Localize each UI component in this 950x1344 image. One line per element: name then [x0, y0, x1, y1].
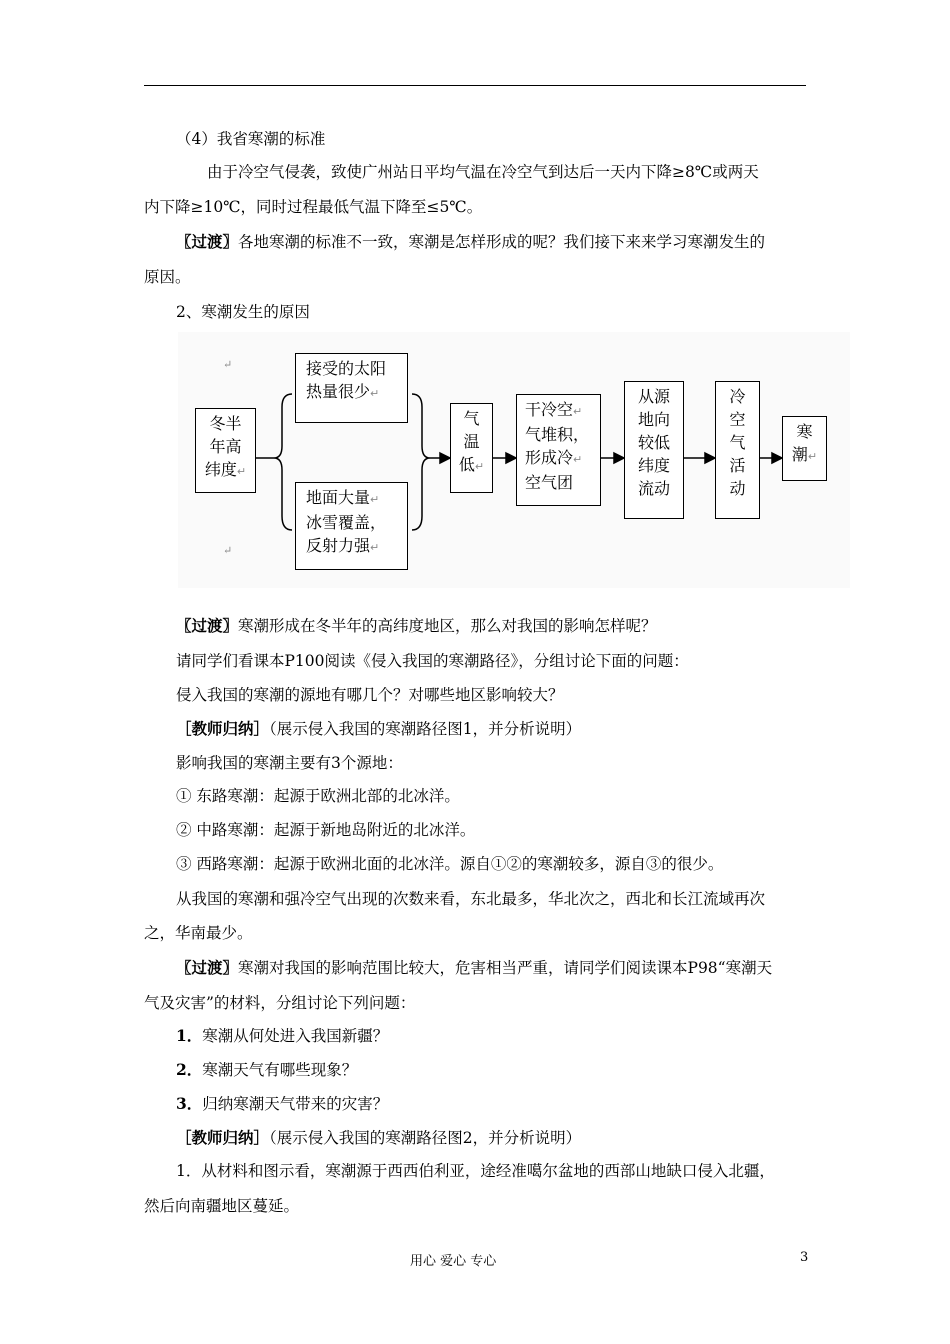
- box-cold-air-mass: 干冷空↵ 气堆积， 形成冷↵ 空气团: [516, 394, 601, 506]
- box-ice-snow-cover: 地面大量↵ 冰雪覆盖， 反射力强↵: [295, 482, 408, 570]
- list-item: ② 中路寒潮：起源于新地岛附近的北冰洋。: [176, 821, 476, 839]
- paragraph-line: 1．从材料和图示看，寒潮源于西西伯利亚，途经准噶尔盆地的西部山地缺口侵入北疆，: [176, 1162, 775, 1180]
- return-mark: ↵: [223, 358, 233, 371]
- paragraph-line: 之，华南最少。: [144, 924, 253, 942]
- teacher-summary-line: ［教师归纳］（展示侵入我国的寒潮路径图1，并分析说明）: [176, 719, 582, 738]
- question-item: 2．寒潮天气有哪些现象？: [176, 1060, 358, 1079]
- footer-motto: 用心 爱心 专心: [410, 1254, 497, 1269]
- paragraph-line: 侵入我国的寒潮的源地有哪几个？对哪些地区影响较大？: [176, 686, 564, 704]
- question-item: 1．寒潮从何处进入我国新疆？: [176, 1026, 389, 1045]
- paragraph-line: 内下降≥10℃，同时过程最低气温下降至≤5℃。: [144, 198, 483, 216]
- box-flow-to-lower-latitude: 从源 地向 较低 纬度 流动: [624, 381, 684, 519]
- list-item: ③ 西路寒潮：起源于欧洲北面的北冰洋。源自①②的寒潮较多，源自③的很少。: [176, 855, 724, 873]
- section-heading-2: 2、寒潮发生的原因: [176, 303, 310, 321]
- paragraph-line: 原因。: [144, 268, 191, 286]
- list-item: ① 东路寒潮：起源于欧洲北部的北冰洋。: [176, 787, 460, 805]
- box-winter-high-latitude: 冬半 年高 纬度↵: [195, 408, 256, 493]
- paragraph-line: 然后向南疆地区蔓延。: [144, 1197, 300, 1215]
- paragraph-line: 请同学们看课本P100阅读《侵入我国的寒潮路径》，分组讨论下面的问题：: [176, 652, 689, 670]
- cold-wave-cause-diagram: [178, 332, 850, 588]
- paragraph-line: 影响我国的寒潮主要有3个源地：: [176, 754, 403, 772]
- header-rule: [144, 85, 806, 86]
- page-number: 3: [800, 1250, 809, 1265]
- teacher-summary-tag: ［教师归纳］: [176, 1128, 270, 1147]
- transition-line: 〖过渡〗寒潮对我国的影响范围比较大，危害相当严重，请同学们阅读课本P98“寒潮天: [176, 958, 773, 977]
- paragraph-line: 由于冷空气侵袭，致使广州站日平均气温在冷空气到达后一天内下降≥8℃或两天: [207, 163, 759, 181]
- paragraph-line: 气及灾害”的材料，分组讨论下列问题：: [144, 994, 416, 1012]
- box-low-temperature: 气 温 低↵: [450, 403, 493, 493]
- paragraph-line: 从我国的寒潮和强冷空气出现的次数来看，东北最多，华北次之，西北和长江流域再次: [176, 890, 766, 908]
- teacher-summary-line: ［教师归纳］（展示侵入我国的寒潮路径图2，并分析说明）: [176, 1128, 582, 1147]
- box-cold-air-activity: 冷 空 气 活 动: [715, 381, 760, 519]
- teacher-summary-tag: ［教师归纳］: [176, 719, 270, 738]
- box-little-solar-heat: 接受的太阳 热量很少↵: [295, 353, 408, 423]
- transition-tag: 〖过渡〗: [176, 232, 239, 251]
- transition-tag: 〖过渡〗: [176, 958, 239, 977]
- box-cold-wave: 寒 潮↵: [782, 416, 827, 481]
- section-heading-4: （4）我省寒潮的标准: [176, 130, 326, 148]
- transition-line: 〖过渡〗寒潮形成在冬半年的高纬度地区，那么对我国的影响怎样呢？: [176, 616, 657, 635]
- return-mark: ↵: [223, 544, 233, 557]
- transition-tag: 〖过渡〗: [176, 616, 239, 635]
- transition-line: 〖过渡〗各地寒潮的标准不一致，寒潮是怎样形成的呢？我们接下来来学习寒潮发生的: [176, 232, 766, 251]
- question-item: 3．归纳寒潮天气带来的灾害？: [176, 1094, 389, 1113]
